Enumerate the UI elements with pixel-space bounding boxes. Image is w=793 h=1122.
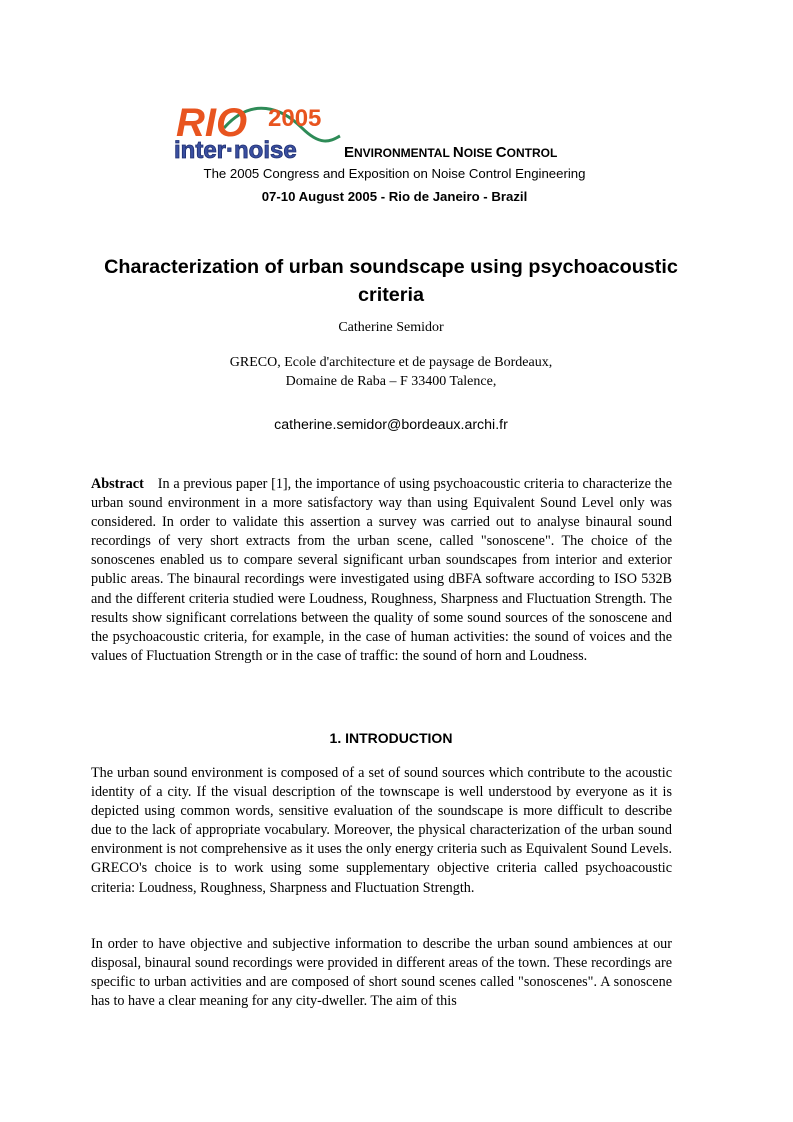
affiliation-line-2: Domaine de Raba – F 33400 Talence, [285,374,497,389]
author-email: catherine.semidor@bordeaux.archi.fr [274,417,508,433]
conference-logo [172,98,342,162]
conference-dates: 07-10 August 2005 - Rio de Janeiro - Brazil [261,189,528,204]
abstract-label: Abstract [91,476,144,492]
conference-title [344,144,557,162]
author-name: Catherine Semidor [338,320,444,335]
logo-brand-text: inter·noise [174,137,297,162]
paper-title: Characterization of urban soundscape using psychoacoustic criteria [104,256,678,306]
logo-year-text: 2005 [268,105,322,132]
affiliation-line-1: GRECO, Ecole d'architecture et de paysage de Bordeaux, [229,355,553,370]
introduction-paragraph-2: In order to have objective and subjective information to describe the urban sound ambiences at our disposal, binaural sound recordings were provided in different areas of the town. These recordings are specific to urban activities and are composed of short sound scenes called "sonoscenes". A sonoscene has to have a clear meaning for any city-dweller. The aim of this [91,936,672,1010]
rio-internoise-logo-graphic [172,98,342,162]
introduction-paragraph-1: The urban sound environment is composed of a set of sound sources which contribute to the acoustic identity of a city. If the visual description of the townscape is well understood by everyone as it is depicted using common words, sensitive evaluation of the soundscape is more difficult to describe due to the lack of appropriate vocabulary. Moreover, the physical characterization of the urban sound environment is not comprehensive as it uses the only energy criteria such as Equivalent Sound Levels. GRECO's choice is to work using some supplementary objective criteria called psychoacoustic criteria: Loudness, Roughness, Sharpness and Fluctuation Strength. [91,765,672,896]
conference-title-word: NOISE [452,144,496,161]
abstract-paragraph [91,475,672,666]
logo-rio-text: RIO [176,101,248,145]
section-heading-introduction: 1. INTRODUCTION [329,730,453,746]
author-affiliation [91,353,691,391]
abstract-text: In a previous paper [1], the importance of using psychoacoustic criteria to characterize the urban sound environment in a more satisfactory way than using Equivalent Sound Level only was considered. In order to validate this assertion a survey was carried out to analyse binaural sound recordings of very short extracts from the urban scene, called "sonoscene". The choice of the sonoscenes enabled us to compare several significant urban soundscapes from interior and exterior public areas. The binaural recordings were investigated using dBFA software according to ISO 532B and the different criteria studied were Loudness, Roughness, Sharpness and Fluctuation Strength. The results show significant correlations between the quality of some sound sources of the sonoscene and the psychoacoustic criteria, for example, in the case of human activities: the sound of voices and the values of Fluctuation Strength or in the case of traffic: the sound of horn and Loudness. [91,476,672,664]
conference-title-word: ENVIRONMENTAL [344,144,453,161]
conference-subtitle: The 2005 Congress and Exposition on Noise Control Engineering [203,166,586,181]
conference-title-word: CONTROL [495,144,558,161]
